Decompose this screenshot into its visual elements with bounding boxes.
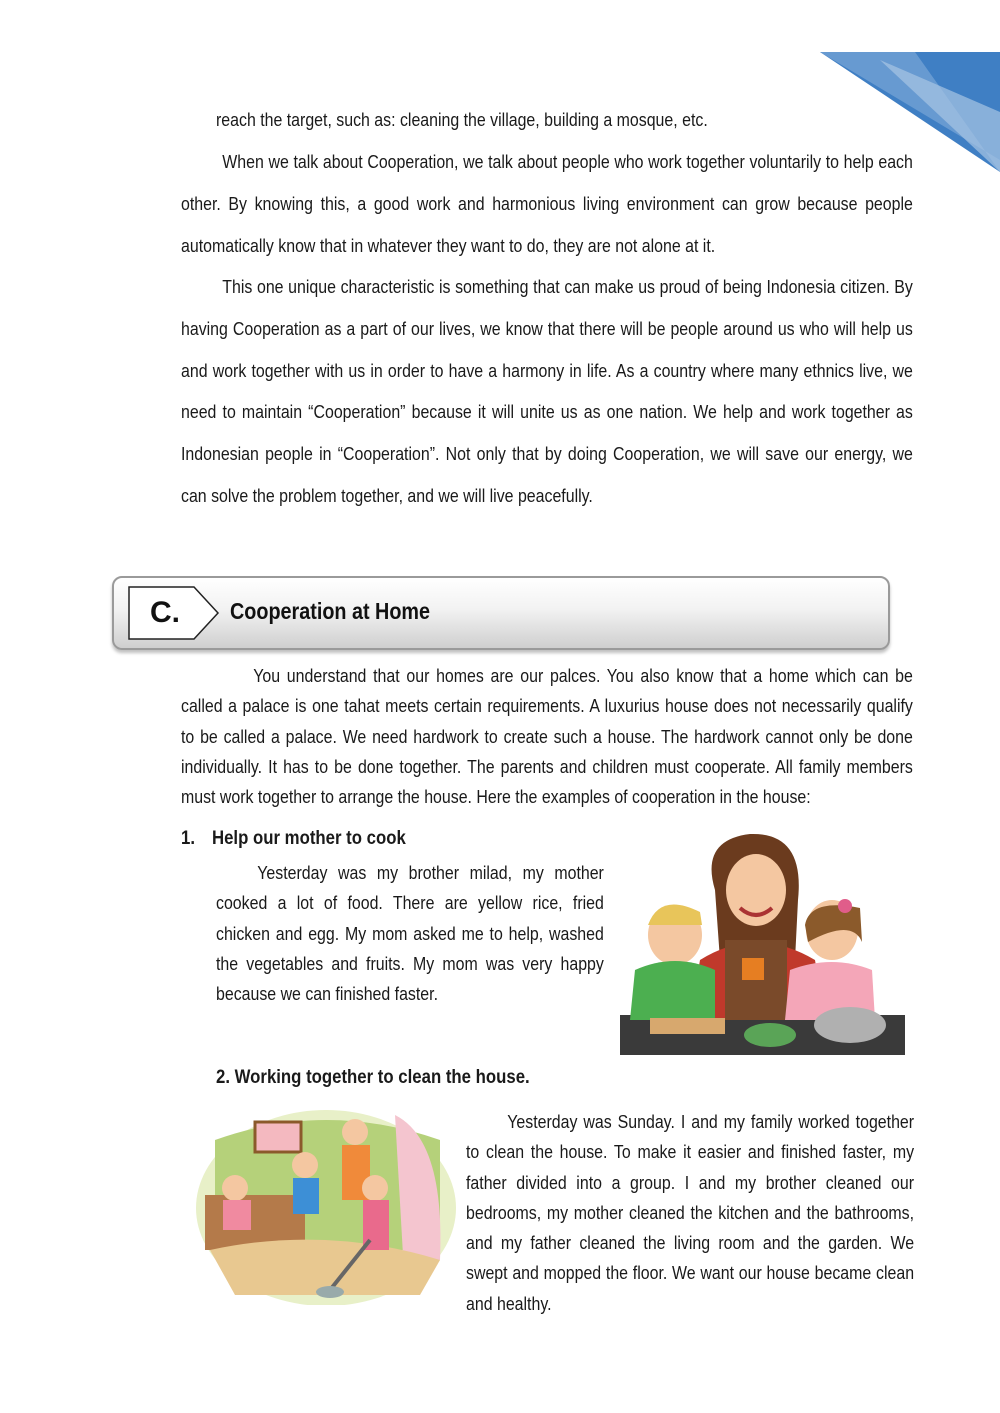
item-2-title: 2. Working together to clean the house.: [216, 1066, 530, 1088]
item-1-number: 1.: [181, 827, 195, 849]
paragraph-continuation: reach the target, such as: cleaning the village, building a mosque, etc.: [216, 109, 708, 130]
section-banner: [112, 576, 890, 650]
cooking-family-illustration: [620, 830, 905, 1062]
item-2-text: Yesterday was Sunday. I and my family worked together to clean the house. To make it easier and finished faster, my father divided into a group. I and my brother cleaned our bedrooms, my mother cleaned the kitchen and the bathrooms, and my father cleaned the living room and the garden. We swept and mopped the floor. We want our house became clean and healthy.: [466, 1111, 915, 1314]
item-1-title: Help our mother to cook: [212, 827, 406, 849]
paragraph-indonesia-cooperation: This one unique characteristic is something that can make us proud of being Indonesia citizen. By having Cooperation as a part of our lives, we know that there will be people around us who will help us and work together with us in order to have a harmony in life. As a country where many ethnics live, we need to maintain “Cooperation” because it will unite us as one nation. We help and work together as Indonesian people in “Cooperation”. Not only that by doing Cooperation, we will save our energy, we can solve the problem together, and we will live peacefully.: [181, 276, 913, 506]
item-1-text: Yesterday was my brother milad, my mother cooked a lot of food. There are yellow rice, fried chicken and egg. My mom asked me to help, washed the vegetables and fruits. My mom was very happy because we can finished faster.: [216, 862, 604, 1005]
section-letter: C.: [150, 596, 180, 629]
section-intro: You understand that our homes are our palces. You also know that a home which can be called a palace is one tahat meets certain requirements. A luxurius house does not necessarily qualify to be called a palace. We need hardwork to create such a house. The hardwork cannot only be done individually. It has to be done together. The parents and children must cooperate. All family members must work together to arrange the house. Here the examples of cooperation in the house:: [181, 665, 913, 808]
section-title: Cooperation at Home: [230, 598, 431, 624]
cleaning-family-illustration: [195, 1100, 457, 1305]
paragraph-cooperation-definition: When we talk about Cooperation, we talk about people who work together voluntarily to help each other. By knowing this, a good work and harmonious living environment can grow because people automatically know that in whatever they want to do, they are not alone at it.: [181, 151, 913, 256]
